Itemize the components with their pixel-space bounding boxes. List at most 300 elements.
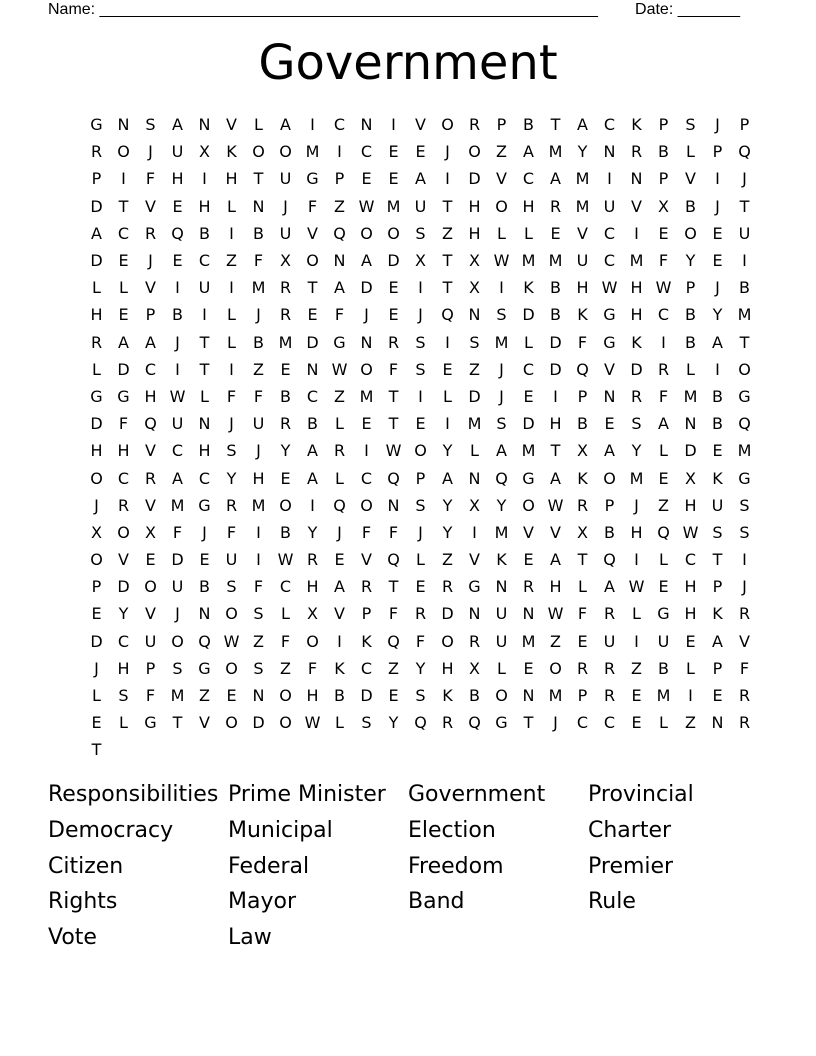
grid-letter: Z [442, 223, 453, 243]
grid-letter: J [256, 441, 261, 461]
grid-letter: U [144, 631, 157, 651]
grid-letter: T [388, 386, 399, 406]
word-list [48, 777, 768, 955]
grid-letter: B [658, 142, 669, 162]
grid-letter: U [603, 631, 616, 651]
grid-letter: D [171, 550, 184, 570]
grid-letter: E [631, 713, 642, 733]
grid-letter: C [522, 359, 535, 379]
grid-letter: R [630, 142, 643, 162]
grid-letter: V [145, 495, 156, 515]
grid-letter: I [418, 386, 423, 406]
grid-letter: L [119, 278, 128, 298]
grid-letter: Z [631, 658, 642, 678]
grid-letter: F [253, 386, 264, 406]
grid-letter: E [604, 414, 615, 434]
grid-letter: D [90, 631, 103, 651]
grid-letter: M [629, 251, 644, 271]
grid-letter: E [118, 305, 129, 325]
grid-letter: U [252, 414, 265, 434]
grid-letter: A [307, 441, 318, 461]
grid-letter: F [577, 332, 588, 352]
grid-letter: G [468, 577, 481, 597]
word-list-item: Election [408, 818, 496, 844]
grid-letter: O [468, 142, 481, 162]
grid-letter: B [469, 686, 480, 706]
grid-letter: E [361, 169, 372, 189]
grid-letter: M [251, 278, 266, 298]
grid-letter: C [603, 223, 616, 243]
grid-letter: N [387, 495, 400, 515]
grid-letter: E [523, 658, 534, 678]
grid-letter: U [279, 223, 292, 243]
grid-letter: C [306, 386, 319, 406]
grid-letter: I [256, 550, 261, 570]
grid-letter: I [202, 169, 207, 189]
grid-letter: W [277, 550, 294, 570]
grid-letter: Z [442, 550, 453, 570]
grid-letter: H [549, 414, 562, 434]
word-list-item: Federal [228, 853, 310, 879]
grid-letter: P [145, 305, 156, 325]
grid-letter: X [469, 278, 480, 298]
grid-letter: D [441, 604, 454, 624]
grid-letter: A [496, 441, 507, 461]
grid-letter: J [337, 522, 342, 542]
grid-letter: L [281, 604, 290, 624]
grid-letter: Z [685, 713, 696, 733]
grid-letter: R [603, 686, 616, 706]
grid-letter: B [199, 577, 210, 597]
grid-letter: E [712, 686, 723, 706]
grid-letter: O [225, 604, 238, 624]
grid-letter: N [198, 115, 211, 135]
grid-letter: V [739, 631, 750, 651]
grid-letter: P [658, 115, 669, 135]
grid-letter: E [523, 550, 534, 570]
letter-grid [83, 111, 758, 764]
grid-letter: R [279, 278, 292, 298]
grid-letter: O [387, 223, 400, 243]
grid-letter: Q [414, 713, 427, 733]
grid-letter: R [360, 577, 373, 597]
grid-letter: C [603, 251, 616, 271]
grid-letter: M [737, 305, 752, 325]
grid-letter: S [712, 522, 723, 542]
word-list-item: Prime Minister [228, 782, 386, 808]
grid-letter: C [603, 713, 616, 733]
grid-letter: F [226, 386, 237, 406]
grid-letter: I [175, 278, 180, 298]
grid-letter: V [685, 169, 696, 189]
grid-letter: C [117, 631, 130, 651]
grid-letter: D [90, 414, 103, 434]
grid-letter: L [254, 115, 263, 135]
grid-letter: T [388, 577, 399, 597]
grid-letter: M [548, 251, 563, 271]
word-list-item: Mayor [228, 889, 296, 915]
grid-letter: W [304, 713, 321, 733]
grid-letter: D [90, 196, 103, 216]
grid-letter: N [333, 251, 346, 271]
grid-letter: B [199, 223, 210, 243]
grid-letter: D [468, 386, 481, 406]
grid-letter: O [684, 223, 697, 243]
grid-letter: M [467, 414, 482, 434]
grid-letter: L [200, 386, 209, 406]
page-title: Government [258, 35, 558, 91]
grid-letter: E [307, 305, 318, 325]
grid-letter: E [280, 359, 291, 379]
grid-letter: V [199, 713, 210, 733]
grid-letter: F [172, 522, 183, 542]
grid-letter: U [576, 251, 589, 271]
grid-letter: O [171, 631, 184, 651]
grid-letter: L [335, 713, 344, 733]
grid-letter: K [577, 305, 588, 325]
grid-letter: A [712, 332, 723, 352]
grid-letter: U [603, 196, 616, 216]
grid-letter: Z [388, 658, 399, 678]
grid-letter: X [469, 251, 480, 271]
grid-letter: V [307, 223, 318, 243]
grid-letter: K [712, 604, 723, 624]
grid-letter: O [225, 658, 238, 678]
grid-letter: P [334, 169, 345, 189]
grid-letter: Y [496, 495, 507, 515]
grid-letter: L [227, 196, 236, 216]
grid-letter: G [333, 332, 346, 352]
grid-letter: U [495, 631, 508, 651]
grid-letter: J [715, 196, 720, 216]
grid-letter: W [655, 278, 672, 298]
grid-letter: Y [226, 468, 237, 488]
grid-letter: G [657, 604, 670, 624]
grid-letter: H [198, 441, 211, 461]
grid-letter: J [715, 278, 720, 298]
grid-letter: M [251, 495, 266, 515]
grid-letter: R [387, 332, 400, 352]
word-list-item: Municipal [228, 818, 333, 844]
grid-letter: T [550, 441, 561, 461]
grid-letter: F [388, 359, 399, 379]
grid-letter: B [253, 332, 264, 352]
grid-letter: C [603, 115, 616, 135]
grid-letter: T [550, 115, 561, 135]
grid-letter: H [684, 495, 697, 515]
grid-letter: N [630, 169, 643, 189]
grid-letter: W [601, 278, 618, 298]
grid-letter: B [685, 332, 696, 352]
grid-letter: S [631, 414, 642, 434]
grid-letter: G [117, 386, 130, 406]
grid-letter: Y [631, 441, 642, 461]
grid-letter: G [522, 468, 535, 488]
grid-letter: D [549, 359, 562, 379]
grid-letter: A [658, 414, 669, 434]
grid-letter: P [91, 577, 102, 597]
grid-letter: T [91, 740, 102, 760]
grid-letter: J [175, 604, 180, 624]
grid-letter: V [145, 604, 156, 624]
grid-letter: B [577, 414, 588, 434]
grid-letter: Q [576, 359, 589, 379]
grid-letter: E [415, 142, 426, 162]
grid-letter: J [418, 305, 423, 325]
grid-letter: C [279, 577, 292, 597]
grid-letter: O [117, 142, 130, 162]
grid-letter: W [493, 251, 510, 271]
grid-letter: K [631, 115, 642, 135]
word-list-item: Vote [48, 925, 97, 951]
grid-letter: X [307, 604, 318, 624]
grid-letter: Z [334, 386, 345, 406]
grid-letter: W [682, 522, 699, 542]
grid-letter: F [361, 522, 372, 542]
grid-letter: X [469, 658, 480, 678]
grid-letter: I [688, 686, 693, 706]
grid-letter: I [742, 550, 747, 570]
grid-letter: E [388, 305, 399, 325]
grid-letter: N [252, 686, 265, 706]
grid-letter: S [253, 604, 264, 624]
grid-letter: J [553, 713, 558, 733]
grid-letter: P [685, 278, 696, 298]
grid-letter: O [360, 495, 373, 515]
grid-letter: B [658, 658, 669, 678]
grid-letter: O [441, 631, 454, 651]
grid-letter: L [524, 223, 533, 243]
grid-letter: S [253, 658, 264, 678]
word-list-item: Premier [588, 853, 674, 879]
grid-letter: O [603, 468, 616, 488]
grid-letter: T [199, 332, 210, 352]
grid-letter: F [145, 686, 156, 706]
grid-letter: F [307, 658, 318, 678]
grid-letter: D [549, 332, 562, 352]
grid-letter: B [253, 223, 264, 243]
grid-letter: R [603, 658, 616, 678]
grid-letter: O [306, 251, 319, 271]
grid-letter: E [658, 577, 669, 597]
grid-letter: Y [712, 305, 723, 325]
grid-letter: U [738, 223, 751, 243]
grid-letter: C [144, 359, 157, 379]
grid-letter: R [522, 577, 535, 597]
grid-letter: E [523, 386, 534, 406]
grid-letter: A [604, 577, 615, 597]
grid-letter: G [603, 332, 616, 352]
grid-letter: K [226, 142, 237, 162]
grid-letter: H [522, 196, 535, 216]
grid-letter: E [361, 414, 372, 434]
grid-letter: Y [415, 658, 426, 678]
grid-letter: T [577, 550, 588, 570]
grid-letter: S [145, 115, 156, 135]
grid-letter: E [388, 142, 399, 162]
grid-letter: F [658, 251, 669, 271]
grid-letter: Q [144, 414, 157, 434]
grid-letter: I [445, 414, 450, 434]
grid-letter: R [441, 577, 454, 597]
grid-letter: F [388, 522, 399, 542]
grid-letter: I [634, 550, 639, 570]
grid-letter: M [278, 332, 293, 352]
grid-letter: B [172, 305, 183, 325]
grid-letter: A [415, 169, 426, 189]
grid-letter: U [171, 577, 184, 597]
grid-letter: V [118, 550, 129, 570]
grid-letter: N [495, 577, 508, 597]
grid-letter: S [361, 713, 372, 733]
grid-letter: J [634, 495, 639, 515]
grid-letter: W [385, 441, 402, 461]
grid-letter: W [331, 359, 348, 379]
grid-letter: P [415, 468, 426, 488]
grid-letter: I [121, 169, 126, 189]
grid-letter: F [118, 414, 129, 434]
grid-letter: H [252, 468, 265, 488]
grid-letter: E [172, 196, 183, 216]
grid-letter: R [576, 658, 589, 678]
grid-letter: J [94, 658, 99, 678]
grid-letter: Q [495, 468, 508, 488]
grid-letter: L [524, 332, 533, 352]
grid-letter: A [172, 115, 183, 135]
grid-letter: O [549, 658, 562, 678]
grid-letter: F [145, 169, 156, 189]
grid-letter: Q [198, 631, 211, 651]
grid-letter: D [630, 359, 643, 379]
grid-letter: N [360, 115, 373, 135]
grid-letter: W [223, 631, 240, 651]
grid-letter: A [712, 631, 723, 651]
grid-letter: K [712, 468, 723, 488]
grid-letter: O [90, 550, 103, 570]
grid-letter: N [522, 604, 535, 624]
grid-letter: Z [226, 251, 237, 271]
grid-letter: K [577, 468, 588, 488]
grid-letter: E [577, 631, 588, 651]
grid-letter: B [685, 196, 696, 216]
grid-letter: D [90, 251, 103, 271]
grid-letter: G [306, 169, 319, 189]
grid-letter: P [577, 686, 588, 706]
grid-letter: P [361, 604, 372, 624]
grid-letter: C [684, 550, 697, 570]
grid-letter: R [117, 495, 130, 515]
grid-letter: B [523, 115, 534, 135]
grid-letter: P [739, 115, 750, 135]
grid-letter: V [496, 169, 507, 189]
grid-letter: H [549, 577, 562, 597]
grid-letter: A [172, 468, 183, 488]
grid-letter: Q [333, 495, 346, 515]
grid-letter: Q [657, 522, 670, 542]
grid-letter: L [686, 658, 695, 678]
grid-letter: W [358, 196, 375, 216]
grid-letter: Z [550, 631, 561, 651]
grid-letter: Z [469, 359, 480, 379]
grid-letter: K [442, 686, 453, 706]
grid-letter: Z [280, 658, 291, 678]
grid-letter: I [175, 359, 180, 379]
grid-letter: T [739, 332, 750, 352]
grid-letter: E [172, 251, 183, 271]
grid-letter: Y [280, 441, 291, 461]
grid-letter: F [658, 386, 669, 406]
grid-letter: R [279, 414, 292, 434]
word-list-item: Band [408, 889, 465, 915]
grid-letter: F [388, 604, 399, 624]
grid-letter: L [497, 658, 506, 678]
grid-letter: Q [468, 713, 481, 733]
grid-letter: I [310, 115, 315, 135]
grid-letter: I [499, 278, 504, 298]
grid-letter: S [226, 577, 237, 597]
grid-letter: G [495, 713, 508, 733]
grid-letter: A [307, 468, 318, 488]
grid-letter: H [198, 196, 211, 216]
grid-letter: C [522, 169, 535, 189]
grid-letter: H [576, 278, 589, 298]
grid-letter: M [629, 468, 644, 488]
grid-letter: X [280, 251, 291, 271]
grid-letter: S [226, 441, 237, 461]
grid-letter: O [117, 522, 130, 542]
grid-letter: K [523, 278, 534, 298]
grid-letter: S [469, 332, 480, 352]
grid-letter: M [494, 522, 509, 542]
grid-letter: Q [333, 223, 346, 243]
word-list-item: Rights [48, 889, 118, 915]
grid-letter: R [468, 631, 481, 651]
grid-letter: V [631, 196, 642, 216]
grid-letter: T [199, 359, 210, 379]
grid-letter: S [415, 495, 426, 515]
grid-letter: J [175, 332, 180, 352]
grid-letter: H [684, 604, 697, 624]
grid-letter: O [144, 577, 157, 597]
grid-letter: E [658, 468, 669, 488]
grid-letter: V [550, 522, 561, 542]
grid-letter: Y [577, 142, 588, 162]
grid-letter: B [307, 414, 318, 434]
grid-letter: X [91, 522, 102, 542]
grid-letter: S [415, 223, 426, 243]
grid-letter: H [144, 386, 157, 406]
grid-letter: A [361, 251, 372, 271]
grid-letter: U [711, 495, 724, 515]
grid-letter: J [499, 386, 504, 406]
grid-letter: Z [658, 495, 669, 515]
grid-letter: X [199, 142, 210, 162]
grid-letter: I [553, 386, 558, 406]
grid-letter: C [360, 142, 373, 162]
grid-letter: P [712, 577, 723, 597]
word-list-item: Charter [588, 818, 672, 844]
grid-letter: K [631, 332, 642, 352]
grid-letter: S [496, 305, 507, 325]
grid-letter: H [90, 305, 103, 325]
grid-letter: R [738, 604, 751, 624]
grid-letter: A [334, 577, 345, 597]
grid-letter: J [445, 142, 450, 162]
grid-letter: R [333, 441, 346, 461]
grid-letter: N [468, 305, 481, 325]
grid-letter: R [90, 142, 103, 162]
word-list-item: Democracy [48, 818, 174, 844]
